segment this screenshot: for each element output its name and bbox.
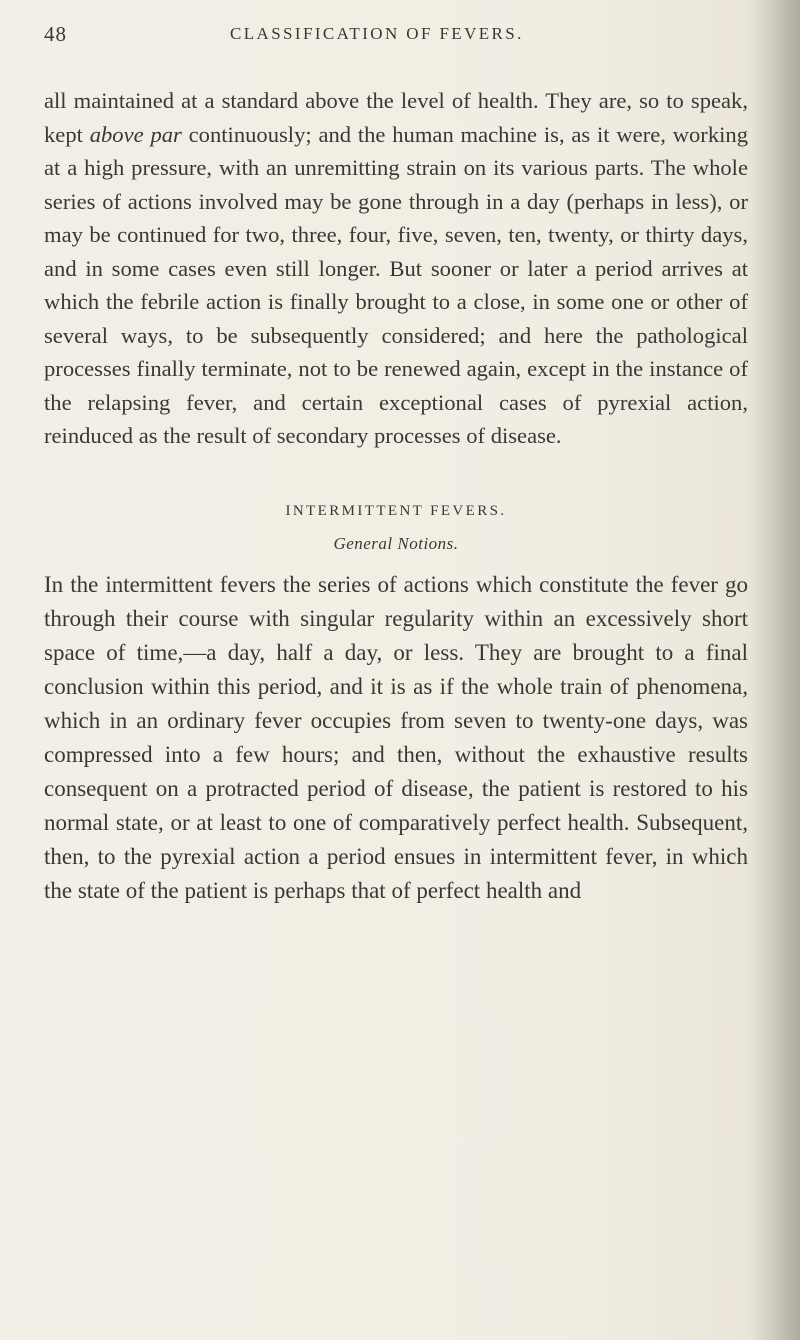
section-subheading: General Notions. xyxy=(333,533,459,553)
paragraph-text-end: continuously; and the human machine is, as it were, working at a high pressure, with an unremitting strain on its various parts. The whole series of actions involved may be gone through in a day (perhaps in less), or may be continued for two, three, four, five, seven, ten, twenty, or thirty days, and in some cases even still longer. But sooner or later a period arrives at which the febrile action is finally brought to a close, in some one or other of several ways, to be subsequently considered; and here the pathological processes finally terminate, not to be renewed again, except in the instance of the relapsing fever, and certain exceptional cases of pyrexial action, reinduced as the result of secondary processes of disease. xyxy=(44,121,748,448)
page-spine-shadow xyxy=(752,0,800,1340)
paragraph xyxy=(44,568,748,908)
paragraph-text: In the intermittent fevers the series of actions which constitute the fever go through their course with singular regularity within an excessively short space of time,—a day, half a day, or less. They are brought to a final conclusion within this period, and it is as if the whole train of phenomena, which in an ordinary fever occupies from seven to twenty-one days, was compressed into a few hours; and then, without the exhaustive results consequent on a protracted period of disease, the patient is restored to his normal state, or at least to one of comparatively perfect health. Subsequent, then, to the pyrexial action a period ensues in intermittent fever, in which the state of the patient is perhaps that of perfect health and xyxy=(44,571,748,903)
italic-phrase: above par xyxy=(89,121,182,147)
paragraph-continued xyxy=(44,84,748,453)
page-header xyxy=(44,22,744,52)
running-head: CLASSIFICATION OF FEVERS. xyxy=(230,24,524,43)
page-number: 48 xyxy=(44,22,67,46)
section-heading: INTERMITTENT FEVERS. xyxy=(285,502,507,519)
body-text xyxy=(44,84,748,908)
paragraph-text-start: all maintained at a standard above the level of health. They are, so to speak, kept xyxy=(44,88,748,147)
